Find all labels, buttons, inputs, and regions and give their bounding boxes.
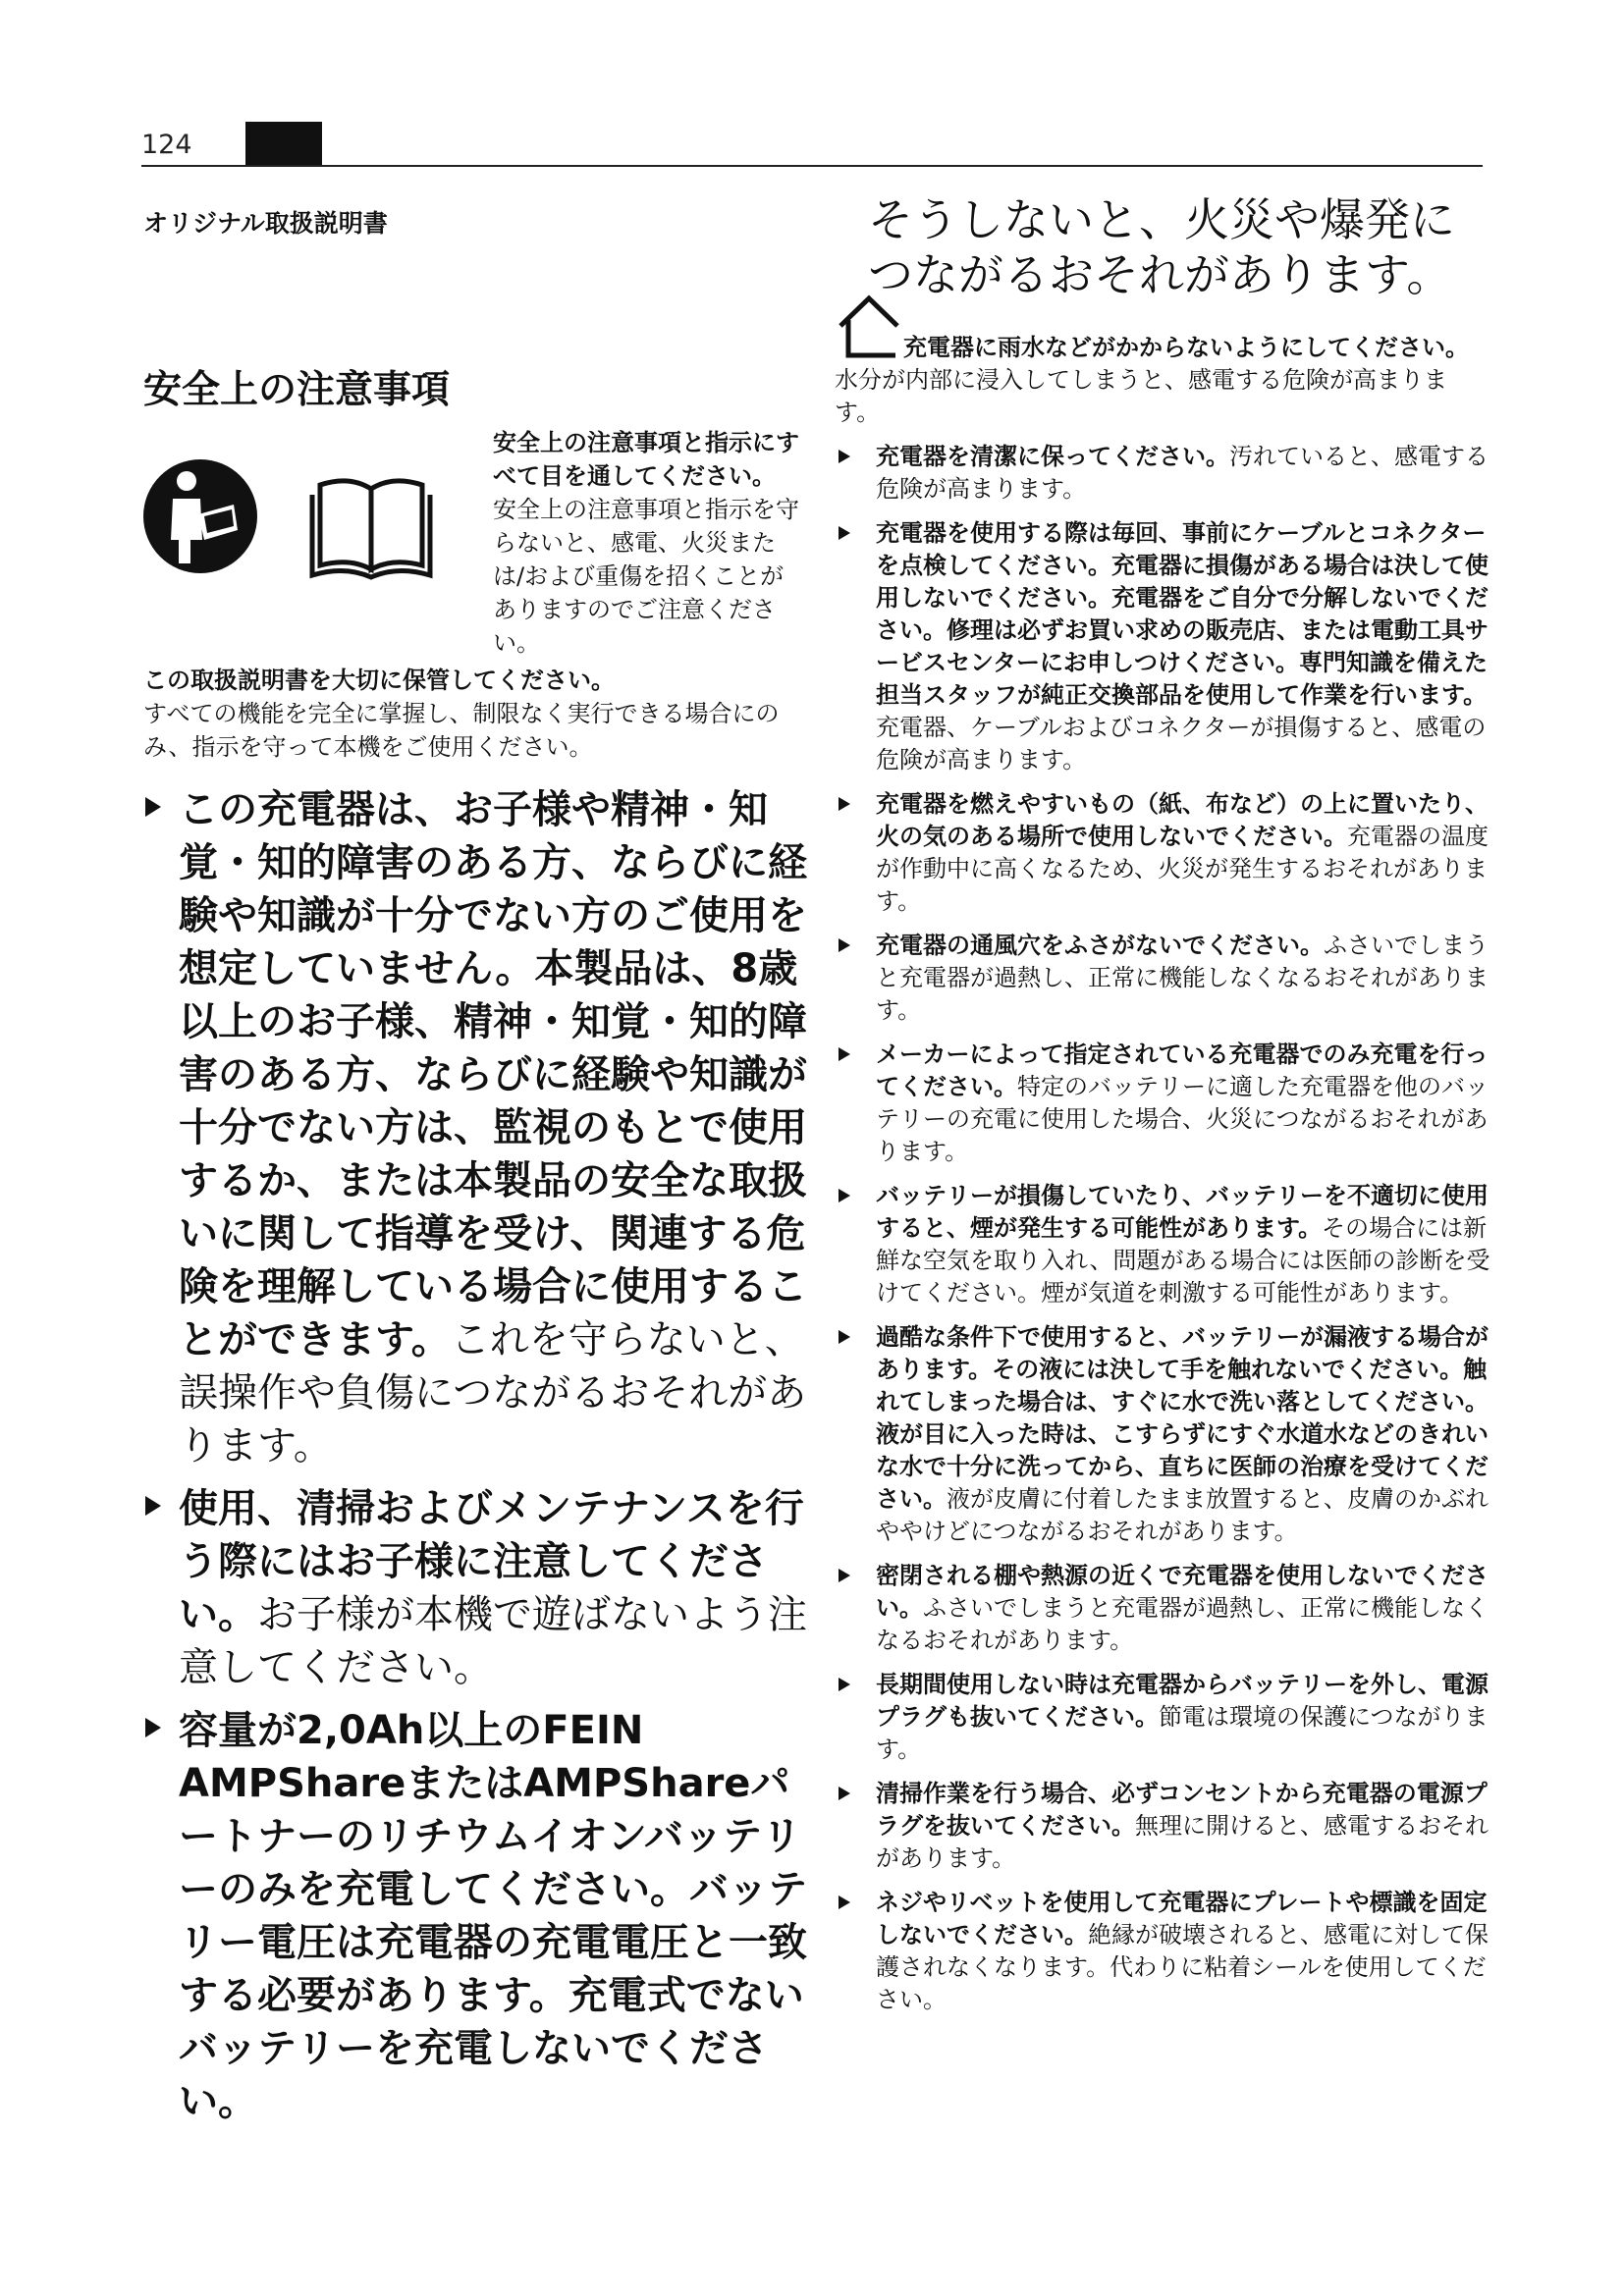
bullet-text: ふさいでしまうと充電器が過熱し、正常に機能しなくなるおそれがあります。 bbox=[876, 1594, 1489, 1654]
bullet-bold-text: 過酷な条件下で使用すると、バッテリーが漏液する場合があります。その液には決して手を触れないでください。触れてしまった場合は、すぐに水で洗い落としてください。液が目に入った時は、こすらずにすぐ水道水などのきれいな水で十分に洗ってから、直ちに医師の治療を受けてください。 bbox=[876, 1323, 1489, 1513]
bullet-text: 充電器、ケーブルおよびコネクターが損傷すると、感電の危険が高まります。 bbox=[876, 714, 1487, 774]
list-item bbox=[835, 1321, 1490, 1548]
indoor-use-note bbox=[835, 332, 1490, 429]
header-rule bbox=[141, 165, 1483, 167]
bullet-bold-text: 充電器を清潔に保ってください。 bbox=[876, 443, 1229, 470]
keep-manual-note: この取扱説明書を大切に保管してください。 bbox=[143, 667, 615, 694]
bullet-bold-text: ネジやリベットを使用して充電器にプレートや標識を固定しないでください。 bbox=[876, 1889, 1488, 1949]
house-icon bbox=[835, 293, 903, 361]
bullet-bold-text: 充電器の通風穴をふさがないでください。 bbox=[876, 932, 1324, 959]
bullet-triangle-icon bbox=[145, 1496, 161, 1516]
bullet-triangle-icon bbox=[145, 797, 161, 817]
bullet-text: お子様が本機で遊ばないよう注意してください。 bbox=[179, 1592, 807, 1690]
bullet-triangle-icon bbox=[839, 797, 850, 811]
list-item bbox=[835, 1039, 1490, 1168]
bullet-text: 充電器の温度が作動中に高くなるため、火災が発生するおそれがあります。 bbox=[876, 823, 1489, 915]
bullet-bold-text: 充電器を燃えやすいもの（紙、布など）の上に置いたり、火の気のある場所で使用しないでください。 bbox=[876, 790, 1489, 850]
intro-bold-text: 安全上の注意事項と指示にすべて目を通してください。 bbox=[493, 429, 799, 490]
bullet-text: 絶縁が破壊されると、感電に対して保護されなくなります。代わりに粘着シールを使用してください。 bbox=[876, 1921, 1489, 2013]
bullet-bold-text: 密閉される棚や熱源の近くで充電器を使用しないでください。 bbox=[876, 1562, 1489, 1622]
bullet-bold-text: メーカーによって指定されている充電器でのみ充電を行ってください。 bbox=[876, 1041, 1489, 1100]
indoor-text: 水分が内部に浸入してしまうと、感電する危険が高まります。 bbox=[835, 366, 1447, 426]
indoor-bold-text: 充電器に雨水などがかからないようにしてください。 bbox=[903, 334, 1469, 361]
bullet-triangle-icon bbox=[145, 1718, 161, 1737]
bullet-triangle-icon bbox=[839, 1569, 850, 1582]
read-manual-icon bbox=[143, 455, 438, 583]
bullet-bold-text: 清掃作業を行う場合、必ずコンセントから充電器の電源プラグを抜いてください。 bbox=[876, 1780, 1488, 1840]
continued-text: そうしないと、火災や爆発につながるおそれがあります。 bbox=[868, 193, 1455, 301]
bullet-text: 特定のバッテリーに適した充電器を他のバッテリーの充電に使用した場合、火災につながるおそれがあります。 bbox=[876, 1073, 1489, 1165]
document-label: オリジナル取扱説明書 bbox=[143, 209, 388, 238]
bullet-text: その場合には新鮮な空気を取り入れ、問題がある場合には医師の診断を受けてください。煙が気道を刺激する可能性があります。 bbox=[876, 1214, 1490, 1307]
section-title: 安全上の注意事項 bbox=[143, 368, 451, 412]
bullet-triangle-icon bbox=[839, 938, 850, 952]
bullet-triangle-icon bbox=[839, 1787, 850, 1800]
list-item bbox=[835, 441, 1490, 506]
left-bullet-list bbox=[143, 783, 807, 2128]
list-item bbox=[835, 1560, 1490, 1657]
bullet-bold-text: バッテリーが損傷していたり、バッテリーを不適切に使用すると、煙が発生する可能性があります。 bbox=[876, 1182, 1489, 1242]
list-item bbox=[143, 783, 807, 1472]
right-bullet-list bbox=[835, 441, 1490, 2016]
bullet-text: 無理に開けると、感電するおそれがあります。 bbox=[876, 1812, 1489, 1872]
intro-block bbox=[143, 426, 807, 660]
list-item bbox=[835, 1669, 1490, 1766]
bullet-bold-text: 充電器を使用する際は毎回、事前にケーブルとコネクターを点検してください。充電器に損傷がある場合は決して使用しないでください。充電器をご自分で分解しないでください。修理は必ずお買い求めの販売店、または電動工具サービスセンターにお申しつけください。専門知識を備えた担当スタッフが純正交換部品を使用して作業を行います。 bbox=[876, 519, 1489, 709]
page-number: 124 bbox=[141, 130, 192, 160]
bullet-triangle-icon bbox=[839, 1330, 850, 1344]
list-item bbox=[835, 788, 1490, 918]
bullet-triangle-icon bbox=[839, 450, 850, 463]
right-column bbox=[835, 192, 1490, 2028]
bullet-text: これを守らないと、誤操作や負傷につながるおそれがあります。 bbox=[179, 1317, 807, 1468]
bullet-bold-text: 使用、清掃およびメンテナンスを行う際にはお子様に注意してください。 bbox=[179, 1486, 804, 1637]
list-item bbox=[835, 517, 1490, 776]
list-item bbox=[835, 1887, 1490, 2016]
list-item bbox=[835, 930, 1490, 1027]
bullet-text: 節電は環境の保護につながります。 bbox=[876, 1703, 1489, 1763]
bullet-bold-text: 容量が2,0Ah以上のFEIN AMPShareまたはAMPShareパートナーのリチウムイオンバッテリーのみを充電してください。バッテリー電圧は充電器の充電電圧と一致する必要があります。充電式でないバッテリーを充電しないでください。 bbox=[179, 1708, 807, 2124]
bullet-triangle-icon bbox=[839, 1047, 850, 1061]
list-item bbox=[143, 1704, 807, 2128]
bullet-triangle-icon bbox=[839, 1678, 850, 1691]
bullet-text: 液が皮膚に付着したまま放置すると、皮膚のかぶれややけどにつながるおそれがあります。 bbox=[876, 1485, 1489, 1545]
left-column bbox=[143, 196, 807, 2138]
bullet-triangle-icon bbox=[839, 1896, 850, 1909]
use-note: すべての機能を完全に掌握し、制限なく実行できる場合にのみ、指示を守って本機をご使用ください。 bbox=[143, 700, 780, 761]
bullet-triangle-icon bbox=[839, 526, 850, 540]
bullet-bold-text: 長期間使用しない時は充電器からバッテリーを外し、電源プラグも抜いてください。 bbox=[876, 1671, 1489, 1731]
bullet-text: 汚れていると、感電する危険が高まります。 bbox=[876, 443, 1489, 503]
list-item bbox=[143, 1482, 807, 1694]
bullet-text: ふさいでしまうと充電器が過熱し、正常に機能しなくなるおそれがあります。 bbox=[876, 932, 1489, 1024]
bullet-triangle-icon bbox=[839, 1189, 850, 1202]
intro-text: 安全上の注意事項と指示を守らないと、感電、火災または/および重傷を招くことがありますのでご注意ください。 bbox=[493, 496, 799, 657]
list-item bbox=[835, 1778, 1490, 1875]
list-item bbox=[835, 1180, 1490, 1309]
header-black-tab bbox=[245, 122, 322, 167]
bullet-bold-text: この充電器は、お子様や精神・知覚・知的障害のある方、ならびに経験や知識が十分でない方のご使用を想定していません。本製品は、8歳以上のお子様、精神・知覚・知的障害のある方、ならびに経験や知識が十分でない方は、監視のもとで使用するか、または本製品の安全な取扱いに関して指導を受け、関連する危険を理解している場合に使用することができます。 bbox=[179, 787, 807, 1362]
